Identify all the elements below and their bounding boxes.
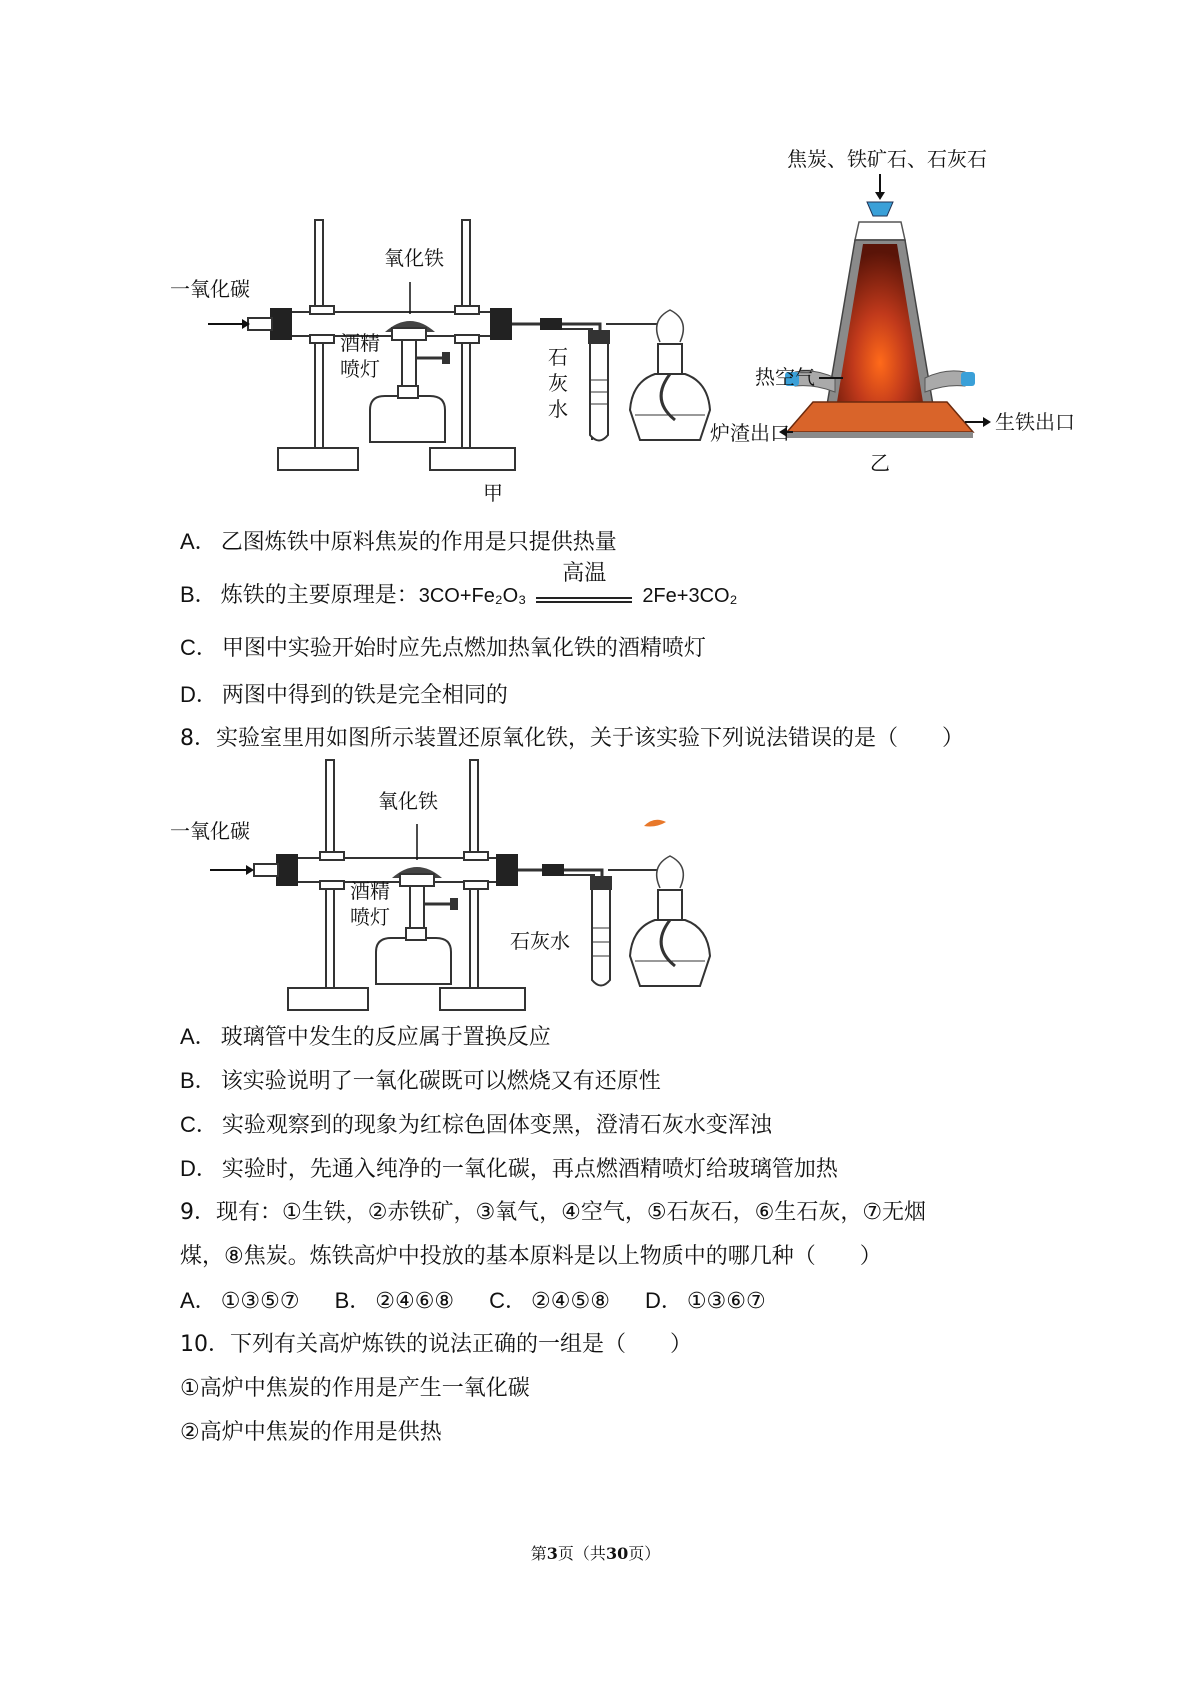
limewater-label-1: 石 xyxy=(548,345,568,369)
q8-stem: 8．实验室里用如图所示装置还原氧化铁，关于该实验下列说法错误的是（ ） xyxy=(180,726,964,751)
option-label: B． xyxy=(180,582,217,607)
total-pages: 30 xyxy=(605,1544,629,1563)
q9-options xyxy=(180,1286,766,1317)
q8-option-b xyxy=(180,1066,661,1097)
caption-yi: 乙 xyxy=(870,451,890,475)
q9-option-c: C． ②④⑤⑧ xyxy=(489,1288,610,1314)
slag-outlet-label: 炉渣出口 xyxy=(710,421,790,445)
option-label: B． xyxy=(180,1068,217,1093)
apparatus-diagram-a xyxy=(170,210,730,510)
limewater-label-q8: 石灰水 xyxy=(510,929,570,953)
fe2o3-label: 氧化铁 xyxy=(384,246,444,270)
q9-option-a: A． ①③⑤⑦ xyxy=(180,1288,300,1314)
q8-option-a xyxy=(180,1022,551,1053)
option-label: A． xyxy=(180,529,217,554)
option-text: 实验观察到的现象为红棕色固体变黑，澄清石灰水变浑浊 xyxy=(221,1113,772,1138)
lamp-label-line1: 酒精 xyxy=(340,331,380,355)
iron-outlet-label: 生铁出口 xyxy=(995,410,1075,434)
q9-stem-line2: 煤，⑧焦炭。炼铁高炉中投放的基本原料是以上物质中的哪几种（ ） xyxy=(180,1244,882,1269)
reaction-condition: 高温 xyxy=(562,561,607,586)
option-label: A． xyxy=(180,1024,217,1049)
option-label: C． xyxy=(180,1112,218,1137)
co-label-q8: 一氧化碳 xyxy=(170,819,250,843)
reaction-arrow xyxy=(526,561,642,611)
lamp-label-q8-line2: 喷灯 xyxy=(350,905,390,929)
q9-option-b: B． ②④⑥⑧ xyxy=(334,1288,455,1314)
q10-stem: 10．下列有关高炉炼铁的说法正确的一组是（ ） xyxy=(180,1332,692,1357)
blast-furnace-diagram xyxy=(710,140,1135,510)
lamp-label-q8-line1: 酒精 xyxy=(350,879,390,903)
option-label: D． xyxy=(180,682,218,707)
page-footer: 第3页（共30页） xyxy=(530,1544,661,1563)
q10-item-1: ①高炉中焦炭的作用是产生一氧化碳 xyxy=(180,1376,530,1401)
option-label: D． xyxy=(180,1156,218,1181)
lamp-label-line2: 喷灯 xyxy=(340,357,380,381)
option-text: 实验时，先通入纯净的一氧化碳，再点燃酒精喷灯给玻璃管加热 xyxy=(221,1157,838,1182)
q7-option-d xyxy=(180,680,508,711)
option-text: 玻璃管中发生的反应属于置换反应 xyxy=(220,1025,551,1050)
hot-air-label: 热空气 xyxy=(755,365,815,389)
apparatus-diagram-q8 xyxy=(170,760,730,1010)
q10-item-2: ②高炉中焦炭的作用是供热 xyxy=(180,1420,442,1445)
caption-jia: 甲 xyxy=(483,481,503,505)
option-text: 炼铁的主要原理是： xyxy=(220,583,419,608)
q9-option-d: D． ①③⑥⑦ xyxy=(644,1288,766,1314)
q7-option-a xyxy=(180,527,617,558)
limewater-label-2: 灰 xyxy=(548,371,568,395)
fe2o3-label-q8: 氧化铁 xyxy=(378,789,438,813)
q8-option-c xyxy=(180,1110,772,1141)
page-number: 3 xyxy=(546,1544,558,1563)
option-text: 该实验说明了一氧化碳既可以燃烧又有还原性 xyxy=(220,1069,661,1094)
q7-option-b xyxy=(180,561,738,611)
option-text: 两图中得到的铁是完全相同的 xyxy=(221,683,508,708)
q8-option-d xyxy=(180,1154,838,1185)
equation-rhs: 2Fe+3CO₂ xyxy=(642,585,738,607)
option-text: 甲图中实验开始时应先点燃加热氧化铁的酒精喷灯 xyxy=(221,636,706,661)
furnace-top-label: 焦炭、铁矿石、石灰石 xyxy=(787,147,987,171)
co-label: 一氧化碳 xyxy=(170,277,250,301)
equation-lhs: 3CO+Fe₂O₃ xyxy=(418,585,527,607)
limewater-label-3: 水 xyxy=(548,397,568,421)
option-text: 乙图炼铁中原料焦炭的作用是只提供热量 xyxy=(220,530,617,555)
q9-stem-line1: 9．现有：①生铁，②赤铁矿，③氧气，④空气，⑤石灰石，⑥生石灰，⑦无烟 xyxy=(180,1200,927,1225)
option-label: C． xyxy=(180,635,218,660)
q7-option-c xyxy=(180,633,706,664)
